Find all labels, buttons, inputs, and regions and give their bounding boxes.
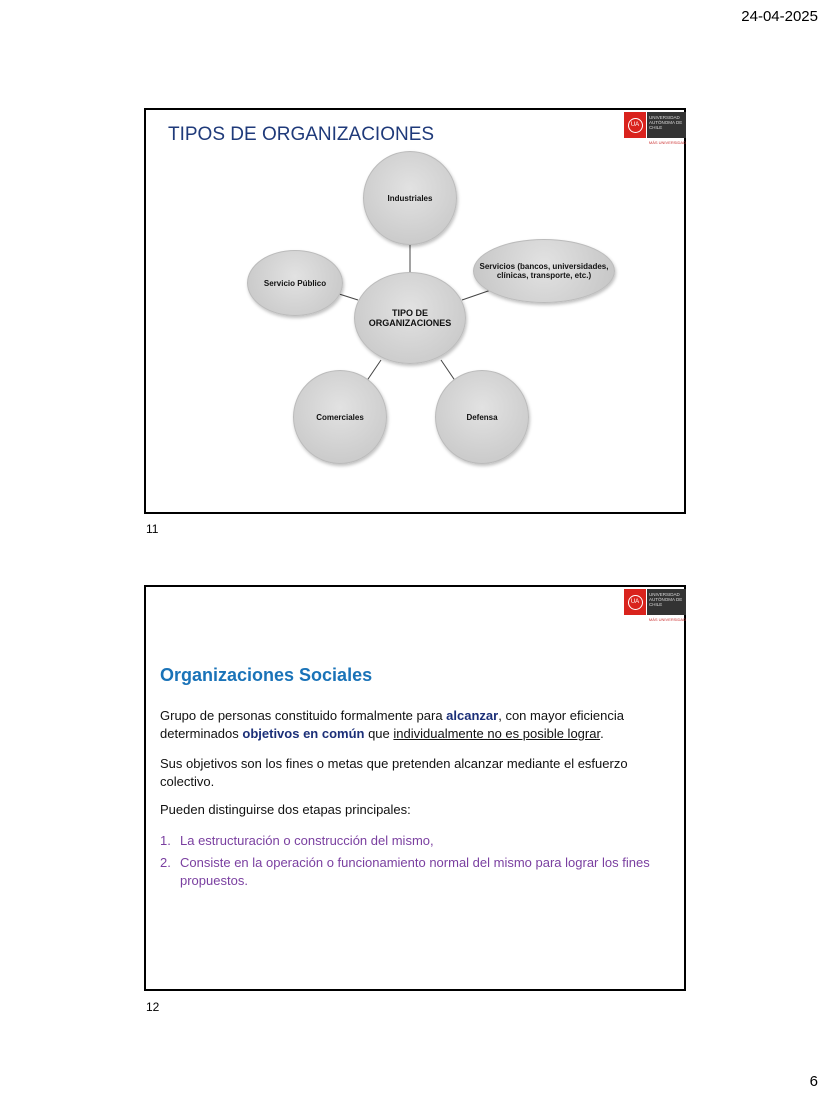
logo-tagline: MÁS UNIVERSIDAD [648, 140, 686, 145]
page-number: 6 [809, 1073, 818, 1090]
text: que [364, 726, 394, 741]
logo-name: UNIVERSIDAD AUTÓNOMA DE CHILE [647, 589, 686, 615]
slide-title: Organizaciones Sociales [160, 665, 373, 685]
slide-12 [144, 585, 686, 991]
print-date: 24-04-2025 [741, 8, 818, 25]
node-servicio-publico: Servicio Público [247, 250, 343, 316]
paragraph-definition [160, 707, 670, 743]
slide-title: TIPOS DE ORGANIZACIONES [168, 124, 435, 145]
text: Grupo de personas constituido formalmente para [160, 708, 447, 723]
slide-number: 11 [146, 522, 159, 536]
list-item-text: La estructuración o construcción del mismo, [180, 833, 434, 848]
slide-11 [144, 108, 686, 514]
logo-name: UNIVERSIDAD AUTÓNOMA DE CHILE [647, 112, 686, 138]
node-defensa: Defensa [435, 370, 529, 464]
logo-initials: UA [628, 595, 643, 610]
logo-initials: UA [628, 118, 643, 133]
node-servicios: Servicios (bancos, universidades, clínicas, transporte, etc.) [473, 239, 615, 303]
emphasis: objetivos en común [242, 726, 365, 741]
slide-number: 12 [146, 1000, 160, 1014]
list-item: 1. La estructuración o construcción del mismo, [160, 833, 434, 848]
paragraph-objectives: Sus objetivos son los fines o metas que pretenden alcanzar mediante el esfuerzo colectivo. [160, 756, 628, 789]
node-center: TIPO DE ORGANIZACIONES [354, 272, 466, 364]
list-item-text: Consiste en la operación o funcionamiento normal del mismo para lograr los fines propuestos. [180, 855, 650, 888]
underlined-text: individualmente no es posible lograr [393, 726, 601, 741]
university-logo [624, 589, 686, 623]
logo-tagline: MÁS UNIVERSIDAD [648, 617, 686, 622]
node-industriales: Industriales [363, 151, 457, 245]
paragraph-stages: Pueden distinguirse dos etapas principales: [160, 802, 411, 817]
list-item: 2. Consiste en la operación o funcionamiento normal del mismo para lograr los fines propuestos. [160, 855, 650, 888]
text: . [600, 726, 604, 741]
node-comerciales: Comerciales [293, 370, 387, 464]
emphasis: alcanzar [446, 708, 499, 723]
text: , con mayor eficiencia determinados [160, 708, 624, 741]
